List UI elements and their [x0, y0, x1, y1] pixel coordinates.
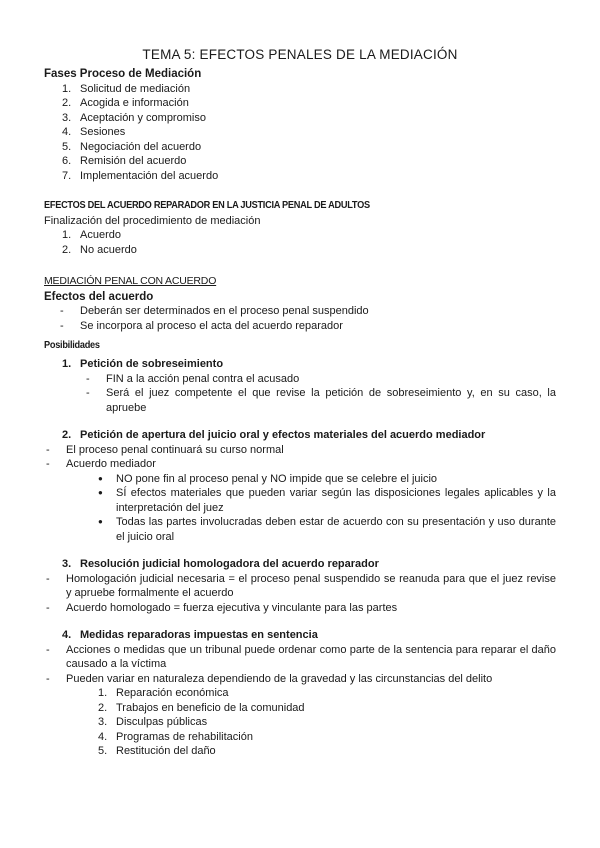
peticion-sobreseimiento-section [44, 357, 556, 415]
fases-heading: Fases Proceso de Mediación [44, 68, 202, 80]
medidas-reparadoras-heading: 4. Medidas reparadoras impuestas en sentencia [62, 629, 318, 641]
efectos-adultos-heading: EFECTOS DEL ACUERDO REPARADOR EN LA JUSTICIA PENAL DE ADULTOS [44, 200, 370, 211]
list-item: - Acciones o medidas que un tribunal puede ordenar como parte de la sentencia para reparar el daño causado a la víctima [44, 643, 556, 672]
list-item: ● Todas las partes involucradas deben estar de acuerdo con su presentación y uso durante el juicio oral [98, 515, 556, 544]
list-item: - Deberán ser determinados en el proceso penal suspendido [58, 304, 556, 319]
list-item: 2. No acuerdo [62, 243, 137, 256]
list-item: 7. Implementación del acuerdo [62, 169, 219, 182]
apertura-juicio-list [44, 443, 556, 472]
list-item: - Pueden variar en naturaleza dependiendo de la gravedad y las circunstancias del delito [44, 672, 556, 687]
list-item: 1. Acuerdo [62, 229, 121, 241]
resolucion-judicial-section [44, 557, 556, 615]
list-item: 4. Programas de rehabilitación [98, 730, 253, 743]
list-item: - Acuerdo mediador [44, 457, 556, 472]
list-item: - Será el juez competente el que revise la petición de sobreseimiento y, en su caso, la apruebe [84, 386, 556, 415]
resolucion-judicial-heading: 3. Resolución judicial homologadora del acuerdo reparador [62, 558, 379, 570]
efectos-adultos-section [44, 199, 556, 257]
list-item: - Homologación judicial necesaria = el proceso penal suspendido se reanuda para que el juez revise y apruebe formalmente el acuerdo [44, 572, 556, 601]
list-item: 6. Remisión del acuerdo [62, 155, 187, 167]
list-item: 1. Reparación económica [98, 687, 229, 699]
efectos-adultos-list [62, 228, 556, 257]
fases-section [44, 67, 556, 183]
list-item: 5. Negociación del acuerdo [62, 140, 202, 153]
list-item: 2. Acogida e información [62, 97, 189, 109]
peticion-sobreseimiento-heading: 1. Petición de sobreseimiento [62, 358, 224, 370]
efectos-acuerdo-heading: Efectos del acuerdo [44, 290, 154, 303]
medidas-reparadoras-list [44, 643, 556, 687]
posibilidades-heading: Posibilidades [44, 340, 100, 351]
peticion-sobreseimiento-list [84, 372, 556, 416]
list-item: 2. Trabajos en beneficio de la comunidad [98, 701, 305, 714]
medidas-reparadoras-section [44, 628, 556, 759]
list-item: 5. Restitución del daño [98, 745, 216, 757]
list-item: - El proceso penal continuará su curso normal [44, 443, 556, 458]
acuerdo-mediador-bullets [98, 472, 556, 545]
efectos-adultos-intro: Finalización del procedimiento de mediación [44, 214, 261, 227]
list-item: ● SÍ efectos materiales que pueden variar según las disposiciones legales aplicables y la interpretación del juez [98, 486, 556, 515]
medidas-sublist [98, 686, 556, 759]
apertura-juicio-section [44, 428, 556, 544]
list-item: 1. Solicitud de mediación [62, 82, 191, 95]
list-item: 3. Aceptación y compromiso [62, 111, 206, 124]
efectos-acuerdo-list [58, 304, 556, 333]
con-acuerdo-section [44, 274, 556, 354]
con-acuerdo-heading: MEDIACIÓN PENAL CON ACUERDO [44, 275, 217, 287]
list-item: 4. Sesiones [62, 126, 126, 138]
list-item: 3. Disculpas públicas [98, 716, 208, 728]
page-title: TEMA 5: EFECTOS PENALES DE LA MEDIACIÓN [142, 47, 458, 62]
fases-list [62, 82, 556, 184]
apertura-juicio-heading: 2. Petición de apertura del juicio oral y efectos materiales del acuerdo mediador [62, 429, 486, 441]
list-item: ● NO pone fin al proceso penal y NO impide que se celebre el juicio [98, 472, 556, 487]
list-item: - FIN a la acción penal contra el acusado [84, 372, 556, 387]
list-item: - Acuerdo homologado = fuerza ejecutiva y vinculante para las partes [44, 601, 556, 616]
list-item: - Se incorpora al proceso el acta del acuerdo reparador [58, 319, 556, 334]
resolucion-judicial-list [44, 572, 556, 616]
